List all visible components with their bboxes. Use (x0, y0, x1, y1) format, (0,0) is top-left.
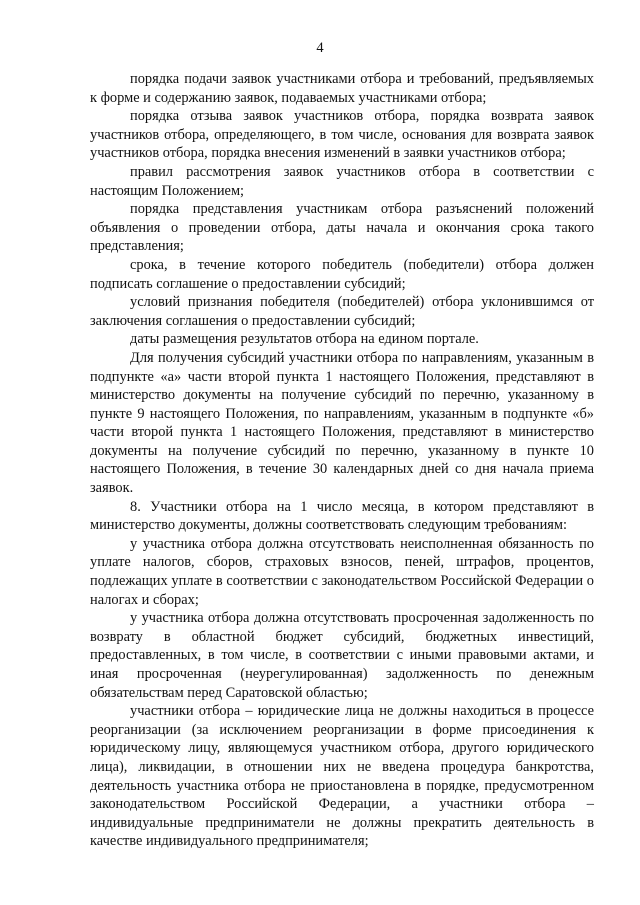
paragraph-3: правил рассмотрения заявок участников отбора в соответствии с настоящим Положением; (90, 163, 594, 199)
paragraph-8: Для получения субсидий участники отбора по направлениям, указанным в подпункте «а» части второй пункта 1 настоящего Положения, представляют в министерство документы на получение субсидий по перечню, указанному в пункте 9 настоящего Положения, по направлениям, указанным в подпункте «б» части второй пункта 1 настоящего Положения, представляют в министерство документы на получение субсидий по перечню, указанному в пункте 10 настоящего Положения, в течение 30 календарных дней со дня начала приема заявок. (90, 349, 594, 497)
paragraph-9: 8. Участники отбора на 1 число месяца, в котором представляют в министерство документы, должны соответствовать следующим требованиям: (90, 498, 594, 534)
paragraph-4: порядка представления участникам отбора разъяснений положений объявления о проведении отбора, даты начала и окончания срока такого представления; (90, 201, 594, 255)
paragraph-6: условий признания победителя (победителей) отбора уклонившимся от заключения соглашения о предоставлении субсидий; (90, 294, 594, 329)
paragraph-10: у участника отбора должна отсутствовать неисполненная обязанность по уплате налогов, сборов, страховых взносов, пеней, штрафов, процентов, подлежащих уплате в соответствии с законодательством Российской Федерации о налогах и сборах; (90, 535, 594, 608)
page-number: 4 (316, 40, 324, 56)
paragraph-2: порядка отзыва заявок участников отбора, порядка возврата заявок участников отбора, определяющего, в том числе, основания для возврата заявок участников отбора, порядка внесения изменений в заявки участников отбора; (90, 108, 594, 162)
paragraph-7: даты размещения результатов отбора на едином портале. (130, 331, 479, 348)
paragraph-1: порядка подачи заявок участниками отбора и требований, предъявляемых к форме и содержанию заявок, подаваемых участниками отбора; (90, 71, 594, 106)
paragraph-5: срока, в течение которого победитель (победители) отбора должен подписать соглашение о предоставлении субсидий; (90, 256, 594, 292)
paragraph-11: у участника отбора должна отсутствовать просроченная задолженность по возврату в областной бюджет субсидий, бюджетных инвестиций, предоставленных, в том числе, в соответствии с иными правовыми актами, и иная просроченная (неурегулированная) задолженность по денежным обязательствам перед Саратовской областью; (90, 610, 594, 701)
document-body (90, 70, 594, 851)
paragraph-12: участники отбора – юридические лица не должны находиться в процессе реорганизации (за исключением реорганизации в форме присоединения к юридическому лицу, являющемуся участником отбора, другого юридического лица), ликвидации, в отношении них не введена процедура банкротства, деятельность участника отбора не приостановлена в порядке, предусмотренном законодательством Российской Федерации, а участники отбора – индивидуальные предприниматели не должны прекратить деятельность в качестве индивидуального предпринимателя; (90, 703, 594, 850)
